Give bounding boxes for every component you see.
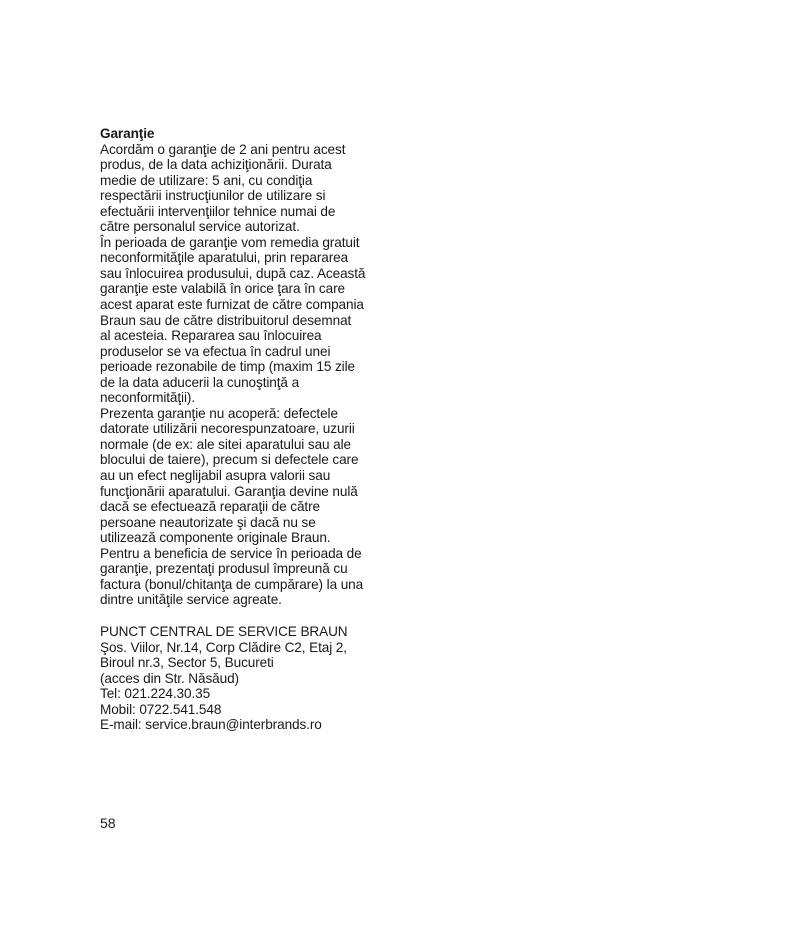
- service-center-title: PUNCT CENTRAL DE SERVICE BRAUN: [100, 623, 348, 639]
- warranty-line: garanţie, prezentaţi produsul împreună cu: [100, 561, 348, 577]
- warranty-line: acest aparat este furnizat de către compania: [100, 297, 364, 313]
- warranty-line: au un efect neglijabil asupra valorii sau: [100, 468, 331, 484]
- warranty-line: Braun sau de către distribuitorul desemnat: [100, 312, 352, 328]
- warranty-page-content: [100, 126, 400, 733]
- warranty-line: produselor se va efectua în cadrul unei: [100, 343, 331, 359]
- warranty-line: datorate utilizării necorespunzatoare, uzurii: [100, 421, 355, 437]
- warranty-line: utilizează componente originale Braun.: [100, 530, 331, 546]
- service-access-note: (acces din Str. Năsăud): [100, 670, 239, 686]
- warranty-line: În perioada de garanţie vom remedia gratuit: [100, 234, 360, 250]
- warranty-line: Prezenta garanţie nu acoperă: defectele: [100, 405, 338, 421]
- warranty-line: respectării instrucţiunilor de utilizare si: [100, 188, 326, 204]
- service-contact-block: [100, 624, 400, 733]
- service-email: E-mail: service.braun@interbrands.ro: [100, 717, 322, 733]
- warranty-line: normale (de ex: ale sitei aparatului sau ale: [100, 436, 352, 452]
- warranty-line: neconformităţii).: [100, 390, 196, 406]
- warranty-line: al acesteia. Repararea sau înlocuirea: [100, 328, 322, 344]
- page-number: 58: [100, 815, 116, 831]
- warranty-line: sau înlocuirea produsului, după caz. Această: [100, 265, 366, 281]
- warranty-line: Pentru a beneficia de service în perioada de: [100, 545, 362, 561]
- service-address-line: Biroul nr.3, Sector 5, Bucureti: [100, 655, 274, 671]
- warranty-line: produs, de la data achiziţionării. Durata: [100, 157, 332, 173]
- warranty-line: funcţionării aparatului. Garanţia devine nulă: [100, 483, 358, 499]
- warranty-line: persoane neautorizate şi dacă nu se: [100, 514, 316, 530]
- service-phone: Tel: 021.224.30.35: [100, 686, 211, 702]
- service-mobile: Mobil: 0722.541.548: [100, 701, 222, 717]
- service-address-line: Şos. Viilor, Nr.14, Corp Clădire C2, Etaj 2,: [100, 639, 347, 655]
- warranty-line: medie de utilizare: 5 ani, cu condiţia: [100, 172, 313, 188]
- warranty-line: factura (bonul/chitanţa de cumpărare) la una: [100, 576, 364, 592]
- warranty-line: către personalul service autorizat.: [100, 219, 300, 235]
- warranty-line: Acordăm o garanţie de 2 ani pentru acest: [100, 141, 346, 157]
- section-spacer: [100, 608, 400, 624]
- warranty-line: perioade rezonabile de timp (maxim 15 zile: [100, 359, 355, 375]
- warranty-line: garanţie este valabilă în orice ţara în care: [100, 281, 345, 297]
- warranty-line: neconformităţile aparatului, prin repararea: [100, 250, 349, 266]
- warranty-line: de la data aducerii la cunoştinţă a: [100, 374, 300, 390]
- warranty-line: blocului de taiere), precum si defectele care: [100, 452, 359, 468]
- warranty-body: [100, 142, 400, 608]
- warranty-line: efectuării intervenţiilor tehnice numai de: [100, 203, 336, 219]
- warranty-heading: Garanţie: [100, 126, 155, 141]
- warranty-line: dacă se efectuează reparaţii de către: [100, 499, 320, 515]
- warranty-line: dintre unităţile service agreate.: [100, 592, 282, 608]
